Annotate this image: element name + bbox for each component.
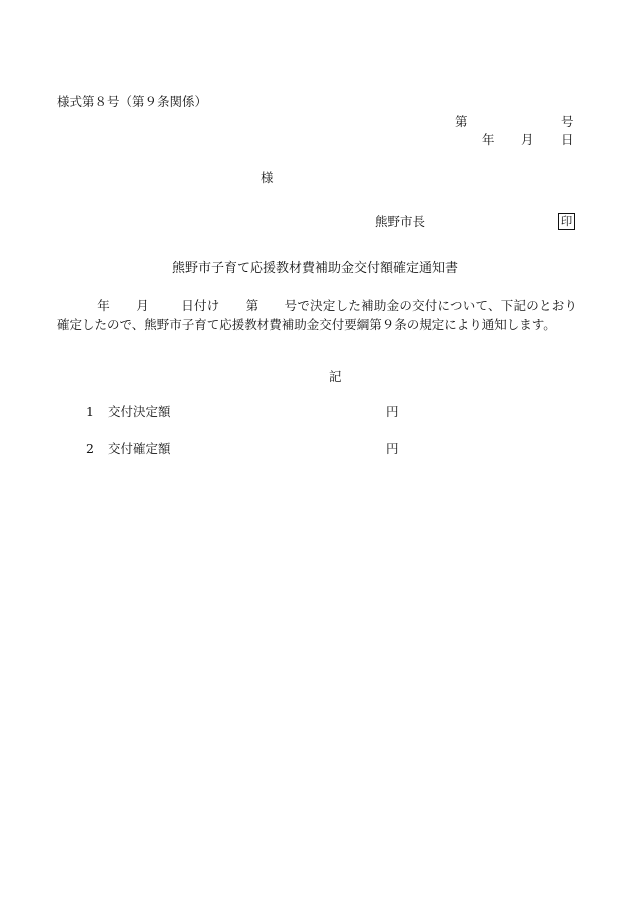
issuer-title: 熊野市長: [375, 214, 426, 229]
body-number-prefix: 第: [245, 298, 259, 313]
item-label: 交付決定額: [108, 404, 171, 419]
date-month-label: 月: [521, 132, 534, 147]
ki-heading: 記: [329, 369, 342, 384]
document-title: 熊野市子育て応援教材費補助金交付額確定通知書: [172, 261, 459, 276]
body-rest: 号で決定した補助金の交付について、下記のとおり確定したので、熊野市子育て応援教材費補助金交付要綱第９条の規定により通知します。: [57, 298, 577, 332]
item-label: 交付確定額: [108, 441, 171, 456]
body-paragraph: [57, 296, 577, 334]
body-date-suffix: 日付け: [180, 298, 220, 313]
body-year: 年: [97, 298, 110, 313]
item-unit: 円: [386, 404, 399, 419]
item-number: 2: [86, 441, 94, 456]
number-suffix: 号: [561, 114, 574, 129]
item-number: 1: [86, 404, 94, 419]
form-label: 様式第８号（第９条関係）: [57, 94, 208, 109]
body-month: 月: [135, 298, 149, 313]
number-prefix: 第: [455, 114, 468, 129]
item-unit: 円: [386, 441, 399, 456]
date-day-label: 日: [561, 132, 574, 147]
seal-box: 印: [558, 213, 575, 230]
date-year-label: 年: [482, 132, 495, 147]
addressee-honorific: 様: [261, 170, 274, 185]
